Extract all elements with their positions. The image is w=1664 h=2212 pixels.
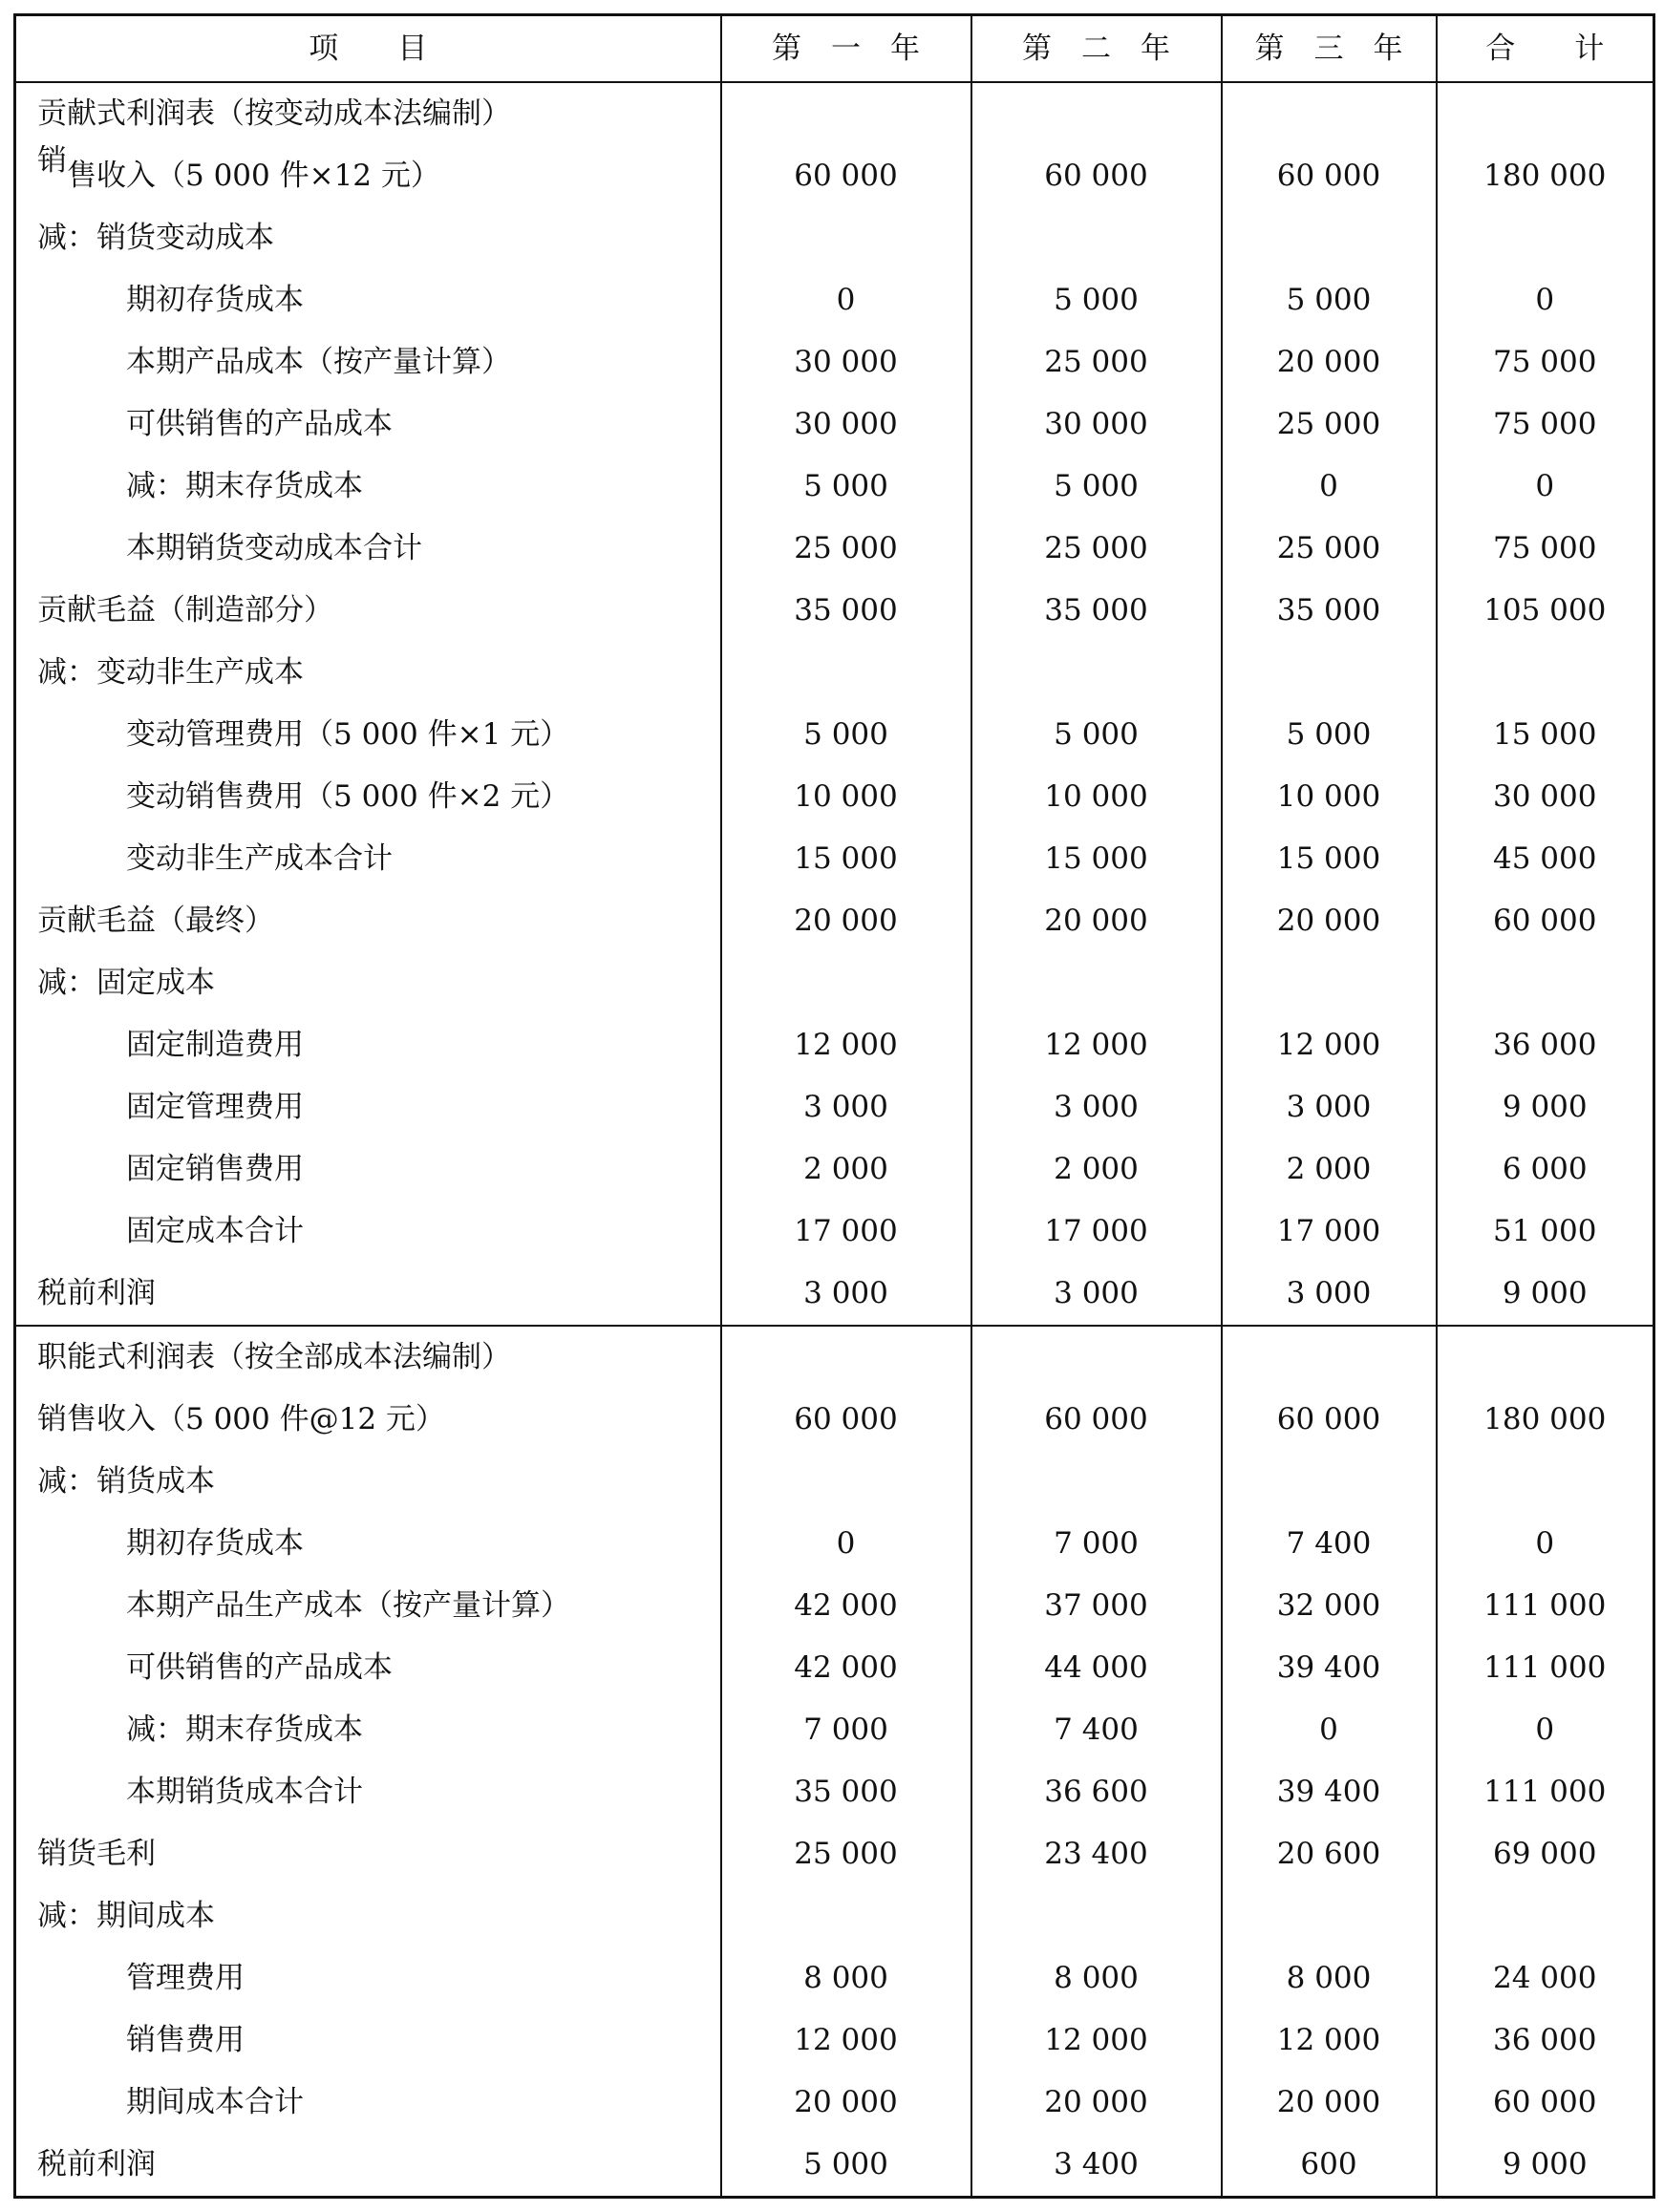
table-row bbox=[15, 1575, 1654, 1637]
row-label: 本期产品成本（按产量计算） bbox=[15, 331, 721, 393]
row-label: 减：期间成本 bbox=[15, 1885, 721, 1947]
table-row bbox=[15, 1761, 1654, 1823]
cell-year3 bbox=[1222, 207, 1437, 269]
cell-year1: 15 000 bbox=[721, 828, 971, 890]
table-row bbox=[15, 1389, 1654, 1451]
table-row bbox=[15, 1451, 1654, 1513]
row-label: 本期产品生产成本（按产量计算） bbox=[15, 1575, 721, 1637]
cell-year1: 25 000 bbox=[721, 1823, 971, 1885]
row-label: 减：变动非生产成本 bbox=[15, 642, 721, 704]
section-title-row bbox=[15, 82, 1654, 145]
cell-year1: 10 000 bbox=[721, 766, 971, 828]
row-label: 期初存货成本 bbox=[15, 269, 721, 331]
cell-year2: 60 000 bbox=[971, 1389, 1222, 1451]
table-row bbox=[15, 642, 1654, 704]
table-row bbox=[15, 1014, 1654, 1076]
cell-total bbox=[1437, 642, 1654, 704]
cell-year3: 5 000 bbox=[1222, 704, 1437, 766]
row-label: 减：期末存货成本 bbox=[15, 456, 721, 518]
cell-total: 45 000 bbox=[1437, 828, 1654, 890]
cell-year2: 3 000 bbox=[971, 1263, 1222, 1326]
cell-year3: 60 000 bbox=[1222, 145, 1437, 207]
cell-year2: 12 000 bbox=[971, 2010, 1222, 2072]
row-label: 可供销售的产品成本 bbox=[15, 1637, 721, 1699]
cell-year3 bbox=[1222, 642, 1437, 704]
table-row bbox=[15, 1513, 1654, 1575]
cell-year2: 7 400 bbox=[971, 1699, 1222, 1761]
cell-year2: 10 000 bbox=[971, 766, 1222, 828]
cell-year1 bbox=[721, 1885, 971, 1947]
cell-year1: 0 bbox=[721, 269, 971, 331]
header-row bbox=[15, 15, 1654, 83]
cell-year3: 3 000 bbox=[1222, 1076, 1437, 1138]
cell-year3: 20 000 bbox=[1222, 331, 1437, 393]
cell-year1: 8 000 bbox=[721, 1947, 971, 2010]
cell-year2: 36 600 bbox=[971, 1761, 1222, 1823]
cell-total: 9 000 bbox=[1437, 1076, 1654, 1138]
cell-year2: 5 000 bbox=[971, 269, 1222, 331]
cell-year3: 25 000 bbox=[1222, 393, 1437, 456]
cell-year2: 35 000 bbox=[971, 580, 1222, 642]
cell-year2: 20 000 bbox=[971, 890, 1222, 952]
cell-year1: 60 000 bbox=[721, 145, 971, 207]
row-label: 期初存货成本 bbox=[15, 1513, 721, 1575]
cell-year1: 5 000 bbox=[721, 2134, 971, 2198]
cell-year1: 7 000 bbox=[721, 1699, 971, 1761]
cell-total: 75 000 bbox=[1437, 518, 1654, 580]
cell-year2: 25 000 bbox=[971, 331, 1222, 393]
cell-year1: 2 000 bbox=[721, 1138, 971, 1201]
cell-year1: 5 000 bbox=[721, 704, 971, 766]
cell-total: 111 000 bbox=[1437, 1761, 1654, 1823]
cell-year1: 30 000 bbox=[721, 331, 971, 393]
cell-total: 36 000 bbox=[1437, 1014, 1654, 1076]
row-label-part: 销 bbox=[37, 145, 67, 178]
cell-total: 69 000 bbox=[1437, 1823, 1654, 1885]
cell-total: 75 000 bbox=[1437, 331, 1654, 393]
cell-total: 0 bbox=[1437, 456, 1654, 518]
cell-total: 60 000 bbox=[1437, 890, 1654, 952]
cell-total: 0 bbox=[1437, 269, 1654, 331]
cell-year3: 0 bbox=[1222, 1699, 1437, 1761]
cell-total: 51 000 bbox=[1437, 1201, 1654, 1263]
cell-year3: 600 bbox=[1222, 2134, 1437, 2198]
cell-total: 111 000 bbox=[1437, 1637, 1654, 1699]
row-label-part: 售收入（5 000 件×12 元） bbox=[67, 159, 440, 193]
row-label bbox=[15, 145, 721, 207]
cell-year1: 42 000 bbox=[721, 1637, 971, 1699]
table-row bbox=[15, 1076, 1654, 1138]
cell-year2: 60 000 bbox=[971, 145, 1222, 207]
row-label: 管理费用 bbox=[15, 1947, 721, 2010]
cell-year3: 10 000 bbox=[1222, 766, 1437, 828]
cell-year1 bbox=[721, 207, 971, 269]
table-row bbox=[15, 1138, 1654, 1201]
cell-year1: 17 000 bbox=[721, 1201, 971, 1263]
row-label: 减：期末存货成本 bbox=[15, 1699, 721, 1761]
header-item: 项 目 bbox=[15, 15, 721, 83]
cell-year3: 32 000 bbox=[1222, 1575, 1437, 1637]
row-label: 税前利润 bbox=[15, 2134, 721, 2198]
cell-year2: 30 000 bbox=[971, 393, 1222, 456]
row-label: 变动管理费用（5 000 件×1 元） bbox=[15, 704, 721, 766]
table-row bbox=[15, 2010, 1654, 2072]
cell-year3: 7 400 bbox=[1222, 1513, 1437, 1575]
cell-year2: 3 000 bbox=[971, 1076, 1222, 1138]
row-label: 固定制造费用 bbox=[15, 1014, 721, 1076]
cell-year3: 39 400 bbox=[1222, 1761, 1437, 1823]
cell-total: 0 bbox=[1437, 1513, 1654, 1575]
cell-total: 9 000 bbox=[1437, 1263, 1654, 1326]
table-row bbox=[15, 1637, 1654, 1699]
cell-year1: 20 000 bbox=[721, 890, 971, 952]
table-row bbox=[15, 766, 1654, 828]
cell-year1: 25 000 bbox=[721, 518, 971, 580]
table-row bbox=[15, 145, 1654, 207]
cell-year3: 20 000 bbox=[1222, 2072, 1437, 2134]
table-row bbox=[15, 1263, 1654, 1326]
row-label: 本期销货成本合计 bbox=[15, 1761, 721, 1823]
cell-year2 bbox=[971, 1451, 1222, 1513]
cell-year1 bbox=[721, 642, 971, 704]
cell-total: 75 000 bbox=[1437, 393, 1654, 456]
cell-total: 36 000 bbox=[1437, 2010, 1654, 2072]
row-label: 变动销售费用（5 000 件×2 元） bbox=[15, 766, 721, 828]
cell-year3: 35 000 bbox=[1222, 580, 1437, 642]
cell-total: 15 000 bbox=[1437, 704, 1654, 766]
cell-year2: 8 000 bbox=[971, 1947, 1222, 2010]
table-row bbox=[15, 828, 1654, 890]
cell-year2: 25 000 bbox=[971, 518, 1222, 580]
cell-year1: 42 000 bbox=[721, 1575, 971, 1637]
cell-year1: 60 000 bbox=[721, 1389, 971, 1451]
table-row bbox=[15, 704, 1654, 766]
cell-total: 180 000 bbox=[1437, 145, 1654, 207]
cell-total bbox=[1437, 207, 1654, 269]
table-row bbox=[15, 456, 1654, 518]
cell-year2 bbox=[971, 952, 1222, 1014]
cell-total: 111 000 bbox=[1437, 1575, 1654, 1637]
cell-year2: 5 000 bbox=[971, 704, 1222, 766]
header-total: 合 计 bbox=[1437, 15, 1654, 83]
cell-year2: 2 000 bbox=[971, 1138, 1222, 1201]
section-title-row bbox=[15, 1326, 1654, 1389]
row-label: 销售收入（5 000 件@12 元） bbox=[15, 1389, 721, 1451]
cell-year2 bbox=[971, 207, 1222, 269]
table-row bbox=[15, 1201, 1654, 1263]
table-row bbox=[15, 207, 1654, 269]
table-row bbox=[15, 1885, 1654, 1947]
cell-year3: 8 000 bbox=[1222, 1947, 1437, 2010]
row-label: 固定成本合计 bbox=[15, 1201, 721, 1263]
cell-year1: 3 000 bbox=[721, 1076, 971, 1138]
row-label: 减：销货成本 bbox=[15, 1451, 721, 1513]
header-year3: 第 三 年 bbox=[1222, 15, 1437, 83]
cell-year1: 35 000 bbox=[721, 1761, 971, 1823]
table-row bbox=[15, 1823, 1654, 1885]
cell-total: 9 000 bbox=[1437, 2134, 1654, 2198]
cell-year3 bbox=[1222, 1451, 1437, 1513]
income-statement-table bbox=[13, 13, 1655, 2199]
cell-total: 6 000 bbox=[1437, 1138, 1654, 1201]
cell-year2: 7 000 bbox=[971, 1513, 1222, 1575]
cell-year1 bbox=[721, 952, 971, 1014]
cell-total: 180 000 bbox=[1437, 1389, 1654, 1451]
row-label: 销货毛利 bbox=[15, 1823, 721, 1885]
row-label: 可供销售的产品成本 bbox=[15, 393, 721, 456]
cell-year2 bbox=[971, 1885, 1222, 1947]
cell-year3: 25 000 bbox=[1222, 518, 1437, 580]
cell-year1: 0 bbox=[721, 1513, 971, 1575]
cell-year3: 60 000 bbox=[1222, 1389, 1437, 1451]
cell-year2: 17 000 bbox=[971, 1201, 1222, 1263]
row-label: 固定管理费用 bbox=[15, 1076, 721, 1138]
table-row bbox=[15, 1947, 1654, 2010]
cell-year1: 12 000 bbox=[721, 1014, 971, 1076]
table-row bbox=[15, 2072, 1654, 2134]
cell-year1: 35 000 bbox=[721, 580, 971, 642]
cell-year3: 12 000 bbox=[1222, 2010, 1437, 2072]
header-year1: 第 一 年 bbox=[721, 15, 971, 83]
row-label: 贡献毛益（制造部分） bbox=[15, 580, 721, 642]
cell-year2: 37 000 bbox=[971, 1575, 1222, 1637]
row-label: 税前利润 bbox=[15, 1263, 721, 1326]
cell-year2: 3 400 bbox=[971, 2134, 1222, 2198]
row-label: 贡献毛益（最终） bbox=[15, 890, 721, 952]
table-row bbox=[15, 2134, 1654, 2198]
table-row bbox=[15, 890, 1654, 952]
cell-year3 bbox=[1222, 952, 1437, 1014]
table-row bbox=[15, 952, 1654, 1014]
cell-total bbox=[1437, 952, 1654, 1014]
cell-year3 bbox=[1222, 1885, 1437, 1947]
cell-year3: 2 000 bbox=[1222, 1138, 1437, 1201]
section-title-contribution: 贡献式利润表（按变动成本法编制） bbox=[15, 82, 721, 145]
table-row bbox=[15, 1699, 1654, 1761]
cell-total: 105 000 bbox=[1437, 580, 1654, 642]
cell-year1: 12 000 bbox=[721, 2010, 971, 2072]
table-row bbox=[15, 331, 1654, 393]
cell-total bbox=[1437, 1451, 1654, 1513]
cell-year3: 3 000 bbox=[1222, 1263, 1437, 1326]
cell-year1: 30 000 bbox=[721, 393, 971, 456]
table-row bbox=[15, 580, 1654, 642]
row-label: 减：销货变动成本 bbox=[15, 207, 721, 269]
cell-total: 0 bbox=[1437, 1699, 1654, 1761]
cell-total bbox=[1437, 1885, 1654, 1947]
row-label: 期间成本合计 bbox=[15, 2072, 721, 2134]
cell-total: 24 000 bbox=[1437, 1947, 1654, 2010]
cell-year2: 12 000 bbox=[971, 1014, 1222, 1076]
cell-year3: 17 000 bbox=[1222, 1201, 1437, 1263]
cell-year2 bbox=[971, 642, 1222, 704]
row-label: 减：固定成本 bbox=[15, 952, 721, 1014]
cell-year1 bbox=[721, 1451, 971, 1513]
row-label: 销售费用 bbox=[15, 2010, 721, 2072]
cell-year1: 3 000 bbox=[721, 1263, 971, 1326]
cell-year2: 15 000 bbox=[971, 828, 1222, 890]
row-label: 变动非生产成本合计 bbox=[15, 828, 721, 890]
cell-year3: 0 bbox=[1222, 456, 1437, 518]
cell-year2: 20 000 bbox=[971, 2072, 1222, 2134]
header-year2: 第 二 年 bbox=[971, 15, 1222, 83]
cell-year3: 5 000 bbox=[1222, 269, 1437, 331]
cell-total: 60 000 bbox=[1437, 2072, 1654, 2134]
row-label: 本期销货变动成本合计 bbox=[15, 518, 721, 580]
cell-total: 30 000 bbox=[1437, 766, 1654, 828]
cell-year3: 15 000 bbox=[1222, 828, 1437, 890]
section-title-functional: 职能式利润表（按全部成本法编制） bbox=[15, 1326, 721, 1389]
table-row bbox=[15, 269, 1654, 331]
cell-year2: 5 000 bbox=[971, 456, 1222, 518]
cell-year1: 20 000 bbox=[721, 2072, 971, 2134]
cell-year2: 44 000 bbox=[971, 1637, 1222, 1699]
cell-year3: 39 400 bbox=[1222, 1637, 1437, 1699]
table-row bbox=[15, 518, 1654, 580]
cell-year1: 5 000 bbox=[721, 456, 971, 518]
table-row bbox=[15, 393, 1654, 456]
cell-year3: 20 600 bbox=[1222, 1823, 1437, 1885]
cell-year2: 23 400 bbox=[971, 1823, 1222, 1885]
cell-year3: 12 000 bbox=[1222, 1014, 1437, 1076]
row-label: 固定销售费用 bbox=[15, 1138, 721, 1201]
cell-year3: 20 000 bbox=[1222, 890, 1437, 952]
